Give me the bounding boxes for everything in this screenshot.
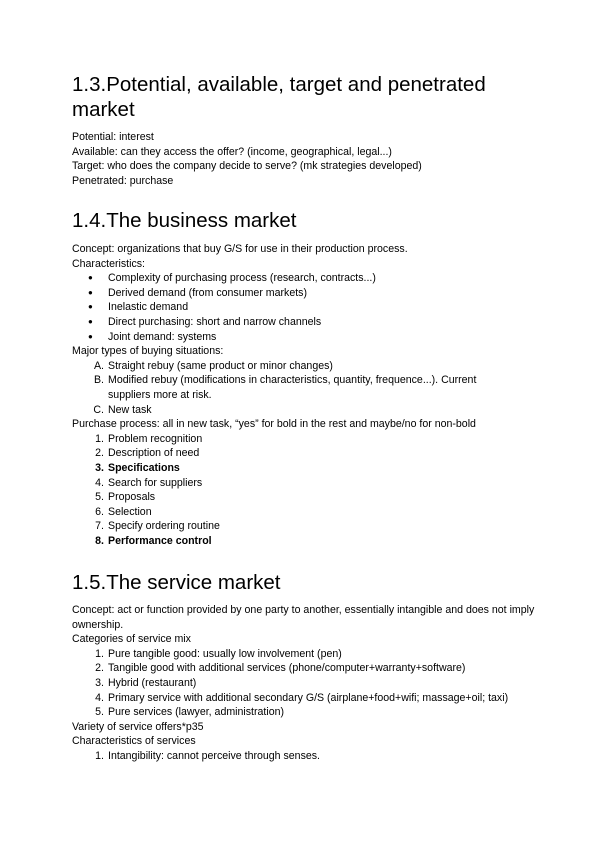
list-item: [72, 476, 542, 491]
list-item: [72, 490, 542, 505]
list-marker: 2.: [95, 662, 104, 675]
categories-label: Categories of service mix: [72, 633, 191, 646]
list-item: [72, 432, 542, 447]
list-text: Specify ordering routine: [108, 520, 220, 533]
list-marker: 6.: [95, 505, 104, 518]
text-line: Target: who does the company decide to serve? (mk strategies developed): [72, 160, 422, 173]
list-text: Problem recognition: [108, 432, 203, 445]
list-text: Straight rebuy (same product or minor changes): [108, 359, 333, 372]
list-item: ● Inelastic demand: [72, 300, 542, 315]
characteristics-label: Characteristics of services: [72, 735, 196, 748]
list-marker: 3.: [95, 461, 104, 474]
list-marker: 5.: [95, 491, 104, 504]
list-item: [72, 519, 542, 534]
list-marker: 4.: [95, 476, 104, 489]
list-marker: 4.: [95, 691, 104, 704]
section-heading: 1.5.The service market: [72, 571, 281, 594]
list-item: [72, 676, 542, 691]
list-text: Intangibility: cannot perceive through senses.: [108, 749, 321, 762]
section-heading: 1.3.Potential, available, target and penetrated market: [72, 73, 486, 121]
list-marker: C.: [93, 403, 104, 416]
list-text: Description of need: [108, 447, 200, 460]
list-marker: 7.: [95, 520, 104, 533]
list-text: Tangible good with additional services (phone/computer+warranty+software): [108, 662, 466, 675]
list-item: [72, 705, 542, 720]
list-text: Pure tangible good: usually low involvement (pen): [108, 647, 342, 660]
list-marker: 1.: [95, 749, 104, 762]
text-line: Potential: interest: [72, 131, 154, 143]
list-text: Proposals: [108, 491, 156, 504]
list-item: ● Derived demand (from consumer markets): [72, 286, 542, 301]
characteristics-list: [72, 271, 542, 344]
concept-text: Concept: organizations that buy G/S for use in their production process.: [72, 243, 408, 255]
list-item: [72, 749, 542, 764]
section-heading: 1.4.The business market: [72, 209, 297, 232]
list-item: [72, 647, 542, 662]
section-1-4: [72, 208, 296, 233]
text-line: Penetrated: purchase: [72, 174, 174, 187]
section-1-5-body: [72, 603, 542, 764]
list-text: Hybrid (restaurant): [108, 676, 197, 689]
list-marker: A.: [93, 359, 104, 372]
list-marker: 5.: [95, 706, 104, 719]
purchase-process-label: Purchase process: all in new task, “yes” for bold in the rest and maybe/no for non-bold: [72, 418, 476, 431]
list-marker: 1.: [95, 432, 104, 445]
service-characteristics-list: [72, 749, 542, 764]
list-text: Modified rebuy (modifications in characteristics, quantity, frequence...). Current suppliers more at risk.: [108, 374, 477, 401]
list-item: ● Complexity of purchasing process (research, contracts...): [72, 271, 542, 286]
list-text: Pure services (lawyer, administration): [108, 706, 285, 719]
list-text: Primary service with additional secondary G/S (airplane+food+wifi; massage+oil; taxi): [108, 691, 509, 704]
variety-text: Variety of service offers*p35: [72, 720, 204, 733]
characteristics-label: Characteristics:: [72, 257, 145, 270]
list-item: ● Direct purchasing: short and narrow channels: [72, 315, 542, 330]
section-1-5: [72, 570, 281, 595]
section-body: [72, 130, 542, 188]
list-text: Selection: [108, 505, 152, 518]
list-marker: 2.: [95, 447, 104, 460]
purchase-process-list: [72, 432, 542, 549]
list-item: ● Joint demand: systems: [72, 330, 542, 345]
categories-list: [72, 647, 542, 720]
list-item: [72, 446, 542, 461]
list-marker: 1.: [95, 647, 104, 660]
list-item: [72, 661, 542, 676]
list-marker: B.: [93, 374, 104, 387]
buying-situations-label: Major types of buying situations:: [72, 345, 224, 358]
list-item: [72, 461, 542, 476]
section-1-4-body: [72, 242, 542, 548]
list-text: Specifications: [108, 461, 180, 474]
list-item: [72, 359, 542, 374]
buying-situations-list: [72, 359, 542, 417]
list-marker: 8.: [95, 534, 104, 547]
list-text: New task: [108, 403, 152, 416]
list-text: Search for suppliers: [108, 476, 203, 489]
text-line: Available: can they access the offer? (income, geographical, legal...): [72, 145, 392, 158]
list-item: [72, 534, 542, 549]
concept-text: Concept: act or function provided by one party to another, essentially intangible and does not imply ownership.: [72, 604, 535, 631]
list-marker: 3.: [95, 676, 104, 689]
list-item: [72, 505, 542, 520]
list-text: Performance control: [108, 534, 212, 547]
list-item: [72, 691, 542, 706]
list-item: [72, 403, 542, 418]
list-item: [72, 373, 542, 402]
section-1-3: [72, 72, 542, 188]
